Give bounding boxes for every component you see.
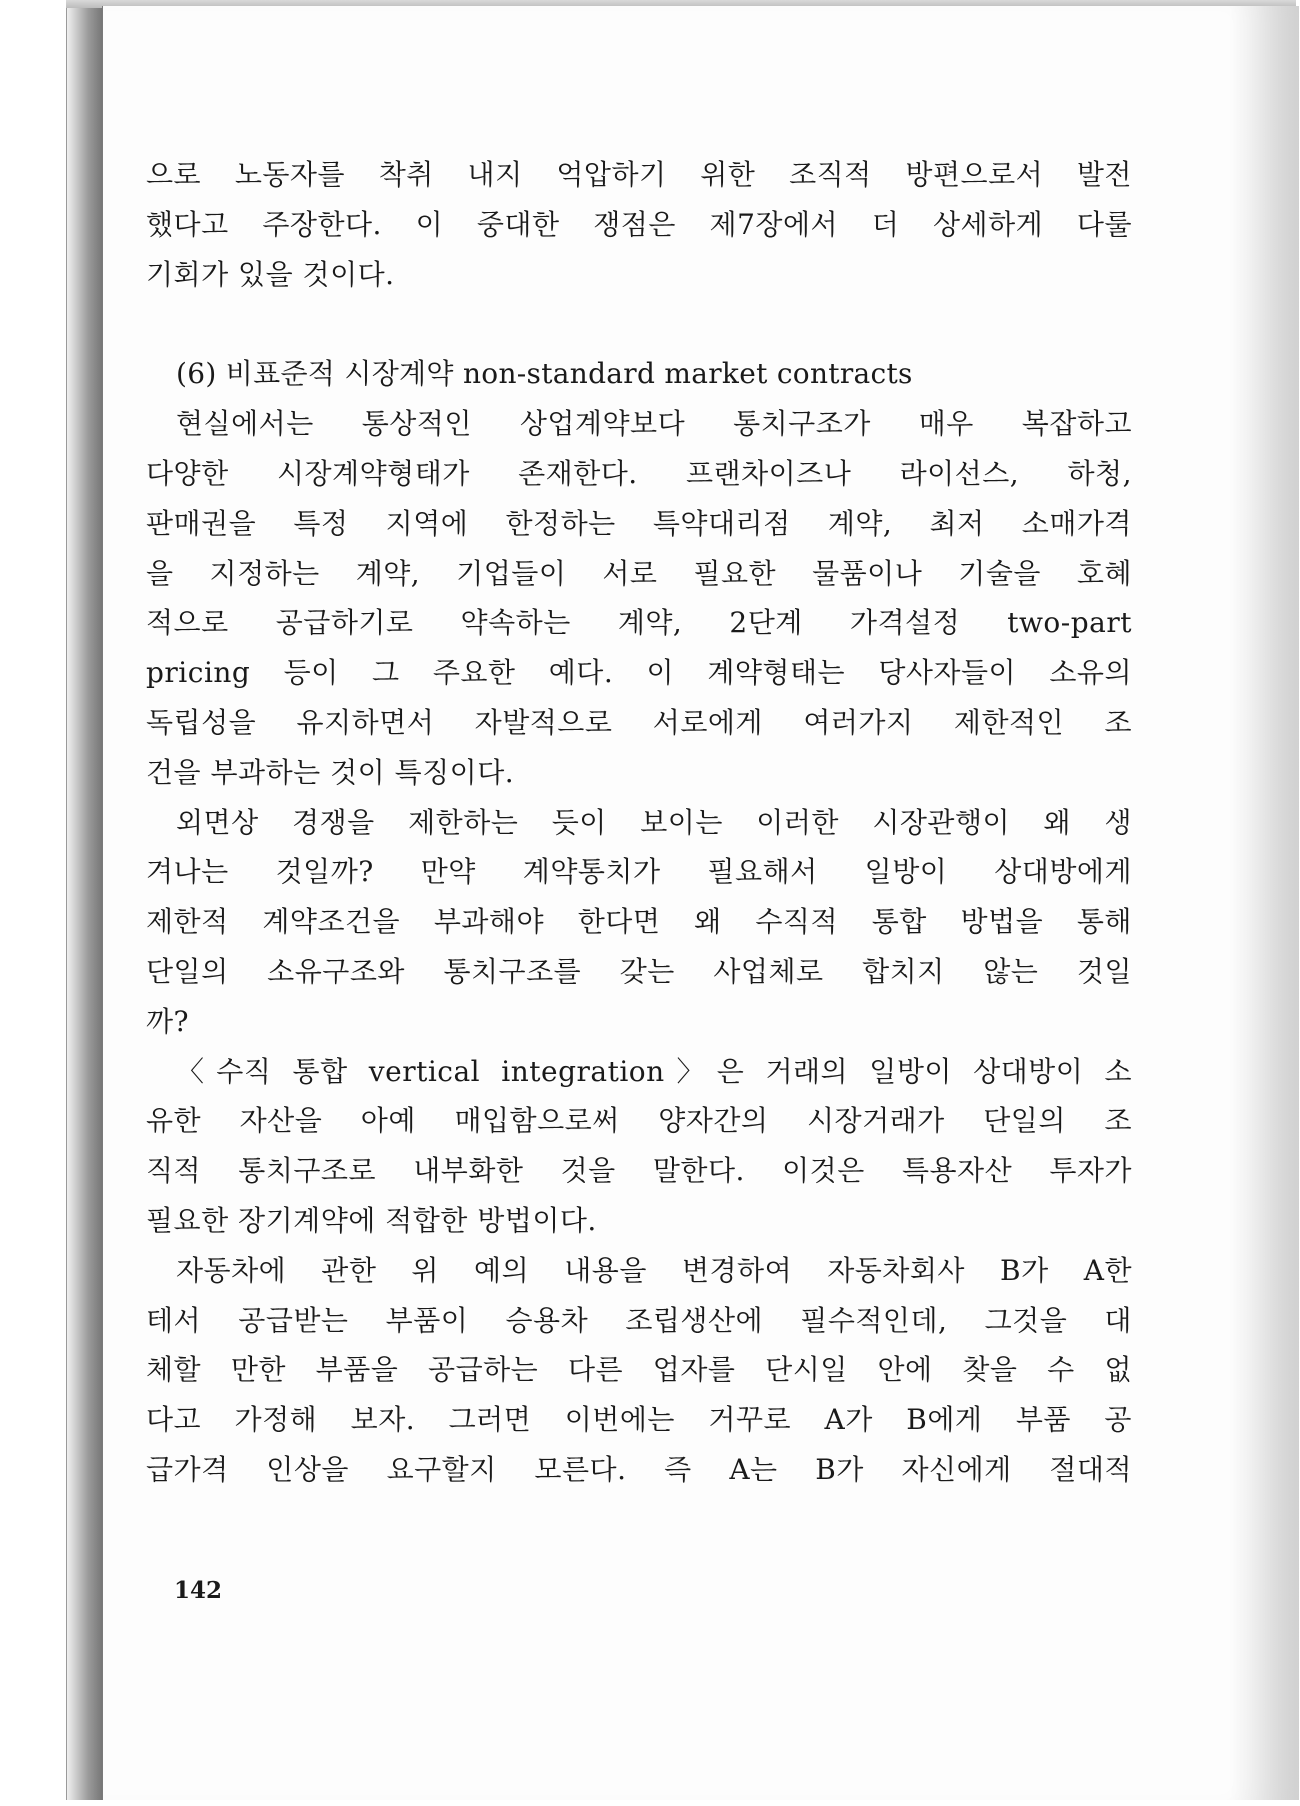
- page-shadow: [1229, 6, 1299, 1800]
- text-line: 을 지정하는 계약, 기업들이 서로 필요한 물품이나 기술을 호혜: [146, 556, 1132, 590]
- text-line: 으로 노동자를 착취 내지 억압하기 위한 조직적 방편으로서 발전: [146, 158, 1132, 191]
- page-number: 142: [174, 1577, 223, 1604]
- book-spine: [66, 8, 105, 1800]
- text-line: 필요한 장기계약에 적합한 방법이다.: [146, 1203, 597, 1237]
- text-line: 건을 부과하는 것이 특징이다.: [146, 755, 515, 789]
- text-line: pricing 등이 그 주요한 예다. 이 계약형태는 당사자들이 소유의: [146, 656, 1132, 690]
- text-line: 〈수직 통합 vertical integration〉은 거래의 일방이 상대방이 소: [176, 1054, 1132, 1088]
- text-line: 자동차에 관한 위 예의 내용을 변경하여 자동차회사 B가 A한: [176, 1253, 1132, 1287]
- section-gap: [146, 299, 1132, 349]
- text-line: 다양한 시장계약형태가 존재한다. 프랜차이즈나 라이선스, 하청,: [146, 456, 1132, 490]
- text-line: 테서 공급받는 부품이 승용차 조립생산에 필수적인데, 그것을 대: [146, 1303, 1132, 1337]
- text-line: 독립성을 유지하면서 자발적으로 서로에게 여러가지 제한적인 조: [146, 705, 1132, 739]
- text-line: 유한 자산을 아예 매입함으로써 양자간의 시장거래가 단일의 조: [146, 1104, 1132, 1138]
- section-heading: (6) 비표준적 시장계약 non-standard market contracts: [176, 357, 913, 391]
- text-line: 판매권을 특정 지역에 한정하는 특약대리점 계약, 최저 소매가격: [146, 506, 1132, 540]
- page-body: [146, 150, 1132, 1495]
- text-line: 겨나는 것일까? 만약 계약통치가 필요해서 일방이 상대방에게: [146, 855, 1132, 889]
- text-line: 제한적 계약조건을 부과해야 한다면 왜 수직적 통합 방법을 통해: [146, 905, 1132, 939]
- text-line: 현실에서는 통상적인 상업계약보다 통치구조가 매우 복잡하고: [176, 407, 1132, 441]
- text-line: 했다고 주장한다. 이 중대한 쟁점은 제7장에서 더 상세하게 다룰: [146, 207, 1132, 241]
- text-line: 직적 통치구조로 내부화한 것을 말한다. 이것은 특용자산 투자가: [146, 1154, 1132, 1188]
- text-line: 단일의 소유구조와 통치구조를 갖는 사업체로 합치지 않는 것일: [146, 954, 1132, 988]
- text-line: 적으로 공급하기로 약속하는 계약, 2단계 가격설정 two-part: [146, 606, 1132, 640]
- text-line: 다고 가정해 보자. 그러면 이번에는 거꾸로 A가 B에게 부품 공: [146, 1403, 1132, 1437]
- text-line: 까?: [146, 1004, 190, 1038]
- text-line: 급가격 인상을 요구할지 모른다. 즉 A는 B가 자신에게 절대적: [146, 1452, 1132, 1486]
- text-line: 외면상 경쟁을 제한하는 듯이 보이는 이러한 시장관행이 왜 생: [176, 805, 1132, 839]
- text-line: 체할 만한 부품을 공급하는 다른 업자를 단시일 안에 찾을 수 없: [146, 1353, 1132, 1387]
- text-line: 기회가 있을 것이다.: [146, 257, 395, 291]
